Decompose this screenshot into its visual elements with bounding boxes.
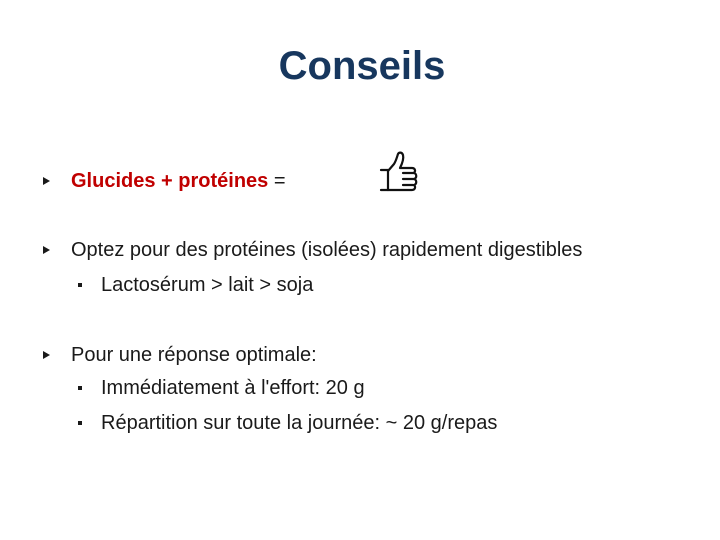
- bullet-1-equals: =: [268, 170, 286, 192]
- bullet-1: [40, 167, 700, 195]
- slide-title: Conseils: [278, 44, 446, 88]
- thumbs-up-icon: [378, 150, 422, 194]
- sub-bullet-2-1: [78, 271, 698, 299]
- square-bullet-icon: [78, 421, 82, 425]
- bullet-1-highlight: Glucides + protéines: [71, 170, 269, 192]
- bullet-1-text: [71, 167, 286, 195]
- sub-bullet-3-2: [78, 409, 698, 437]
- triangle-bullet-icon: [40, 236, 50, 264]
- sub-bullet-3-1: [78, 374, 698, 402]
- bullet-3: [40, 341, 700, 369]
- triangle-bullet-icon: [40, 341, 50, 369]
- bullet-2: [40, 236, 700, 264]
- square-bullet-icon: [78, 283, 82, 287]
- bullet-3-text: Pour une réponse optimale:: [71, 344, 317, 366]
- sub-bullet-2-1-text: Lactosérum > lait > soja: [101, 274, 314, 296]
- sub-bullet-3-2-text: Répartition sur toute la journée: ~ 20 g/repas: [101, 412, 498, 434]
- bullet-2-text: Optez pour des protéines (isolées) rapidement digestibles: [71, 239, 583, 261]
- square-bullet-icon: [78, 386, 82, 390]
- sub-bullet-3-1-text: Immédiatement à l'effort: 20 g: [101, 377, 365, 399]
- triangle-bullet-icon: [40, 167, 50, 195]
